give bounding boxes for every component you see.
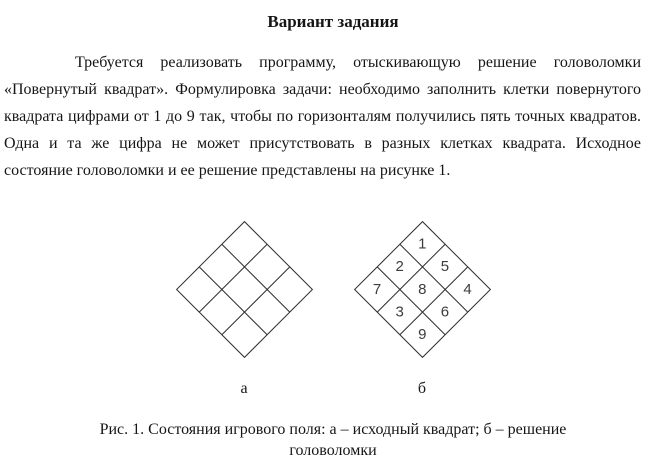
cell-value: 1 <box>417 235 427 253</box>
rotated-square-grid-empty <box>175 220 312 357</box>
paragraph-line: квадрата цифрами от 1 до 9 так, чтобы по горизонталям получились пять точных квадратов. <box>4 108 641 125</box>
cell-value: 7 <box>372 280 382 298</box>
figure-caption <box>0 419 666 461</box>
cell-value: 3 <box>395 303 404 321</box>
rotated-square-grid-solved <box>353 220 490 357</box>
figure-caption-line-2: головоломки <box>289 442 377 459</box>
paragraph-line: «Повернутый квадрат». Формулировка задачи: необходимо заполнить клетки повернутого <box>4 81 641 98</box>
figure-1 <box>0 220 666 358</box>
cell-value: 9 <box>417 325 427 343</box>
paragraph-line: Требуется реализовать программу, отыскивающую решение головоломки <box>75 54 641 71</box>
task-paragraph <box>4 49 641 184</box>
page-title: Вариант задания <box>267 12 399 31</box>
cell-value: 4 <box>462 280 472 298</box>
paragraph-line: состояние головоломки и ее решение представлены на рисунке 1. <box>4 162 451 179</box>
figure-sublabels <box>0 380 666 398</box>
cell-value: 6 <box>440 303 449 321</box>
figure-board-a-initial <box>175 220 313 358</box>
board-a-label: а <box>240 380 248 397</box>
board-b-label: б <box>417 380 427 397</box>
figure-board-b-solution <box>353 220 491 358</box>
figure-caption-line-1: Рис. 1. Состояния игрового поля: а – исходный квадрат; б – решение <box>99 421 567 438</box>
paragraph-line: Одна и та же цифра не может присутствовать в разных клетках квадрата. Исходное <box>4 135 641 152</box>
cell-value: 5 <box>440 257 449 275</box>
cell-value: 8 <box>417 280 427 298</box>
cell-value: 2 <box>395 257 404 275</box>
